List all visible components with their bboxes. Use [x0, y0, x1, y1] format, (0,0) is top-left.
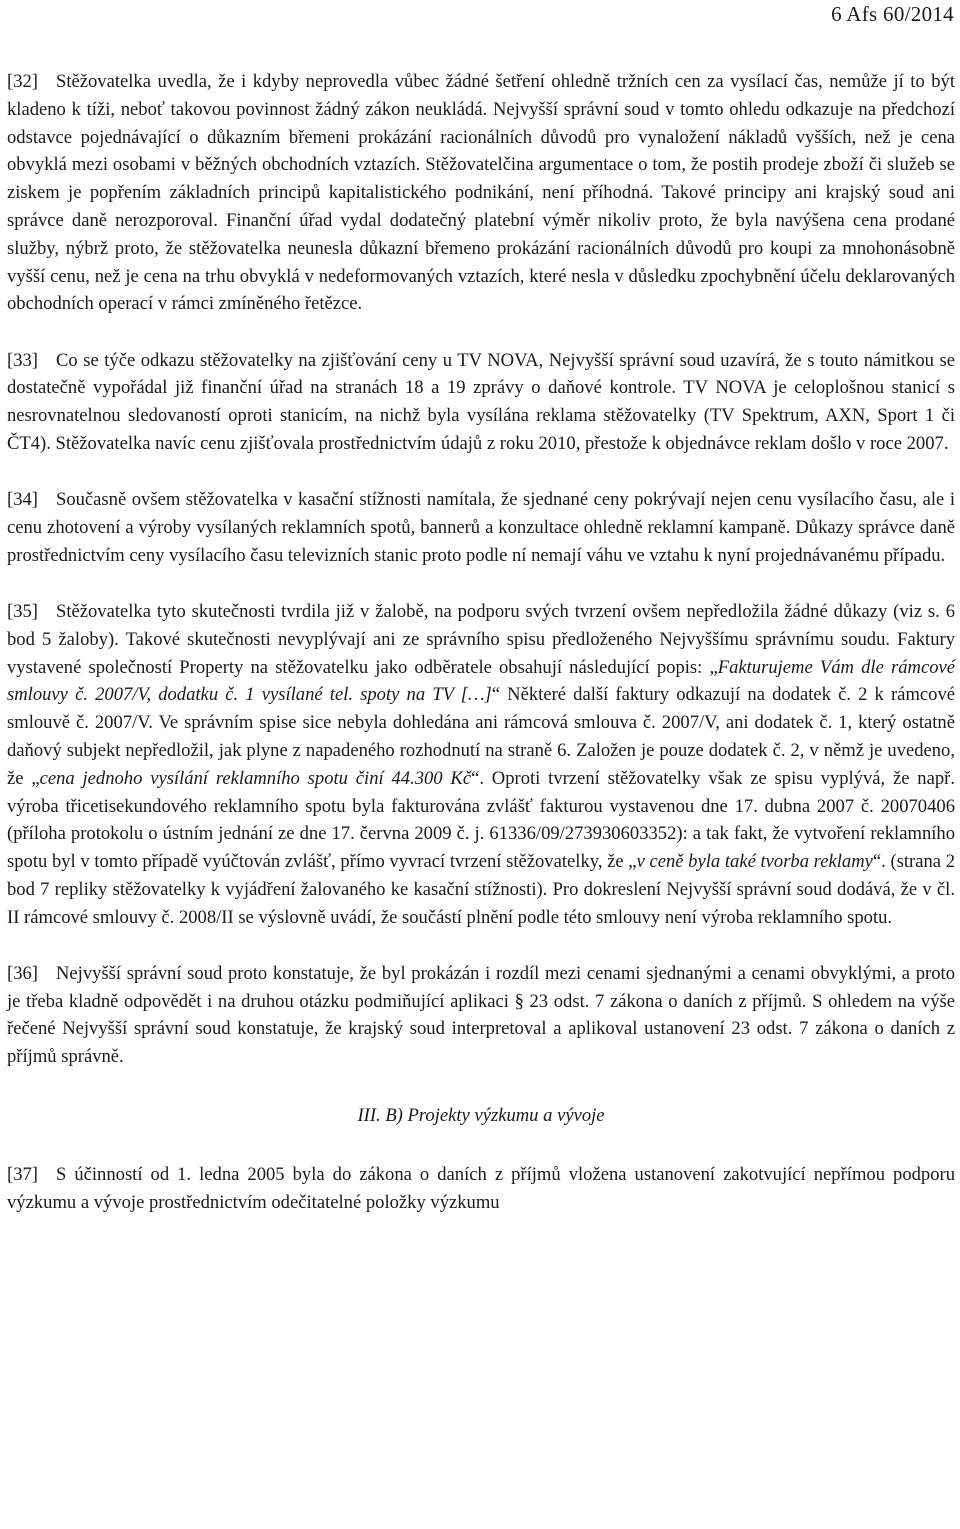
paragraph-text: Stěžovatelka uvedla, že i kdyby neprovedla vůbec žádné šetření ohledně tržních cen za vysílací čas, nemůže jí to být kladeno k tíži, neboť takovou povinnost žádný zákon neukládá. Nejvyšší správní soud v tomto ohledu odkazuje na předchozí odstavce pojednávající o důkazním břemeni prokázání racionálních důvodů pro vynaložení nákladů vyšších, než je cena obvyklá mezi osobami v běžných obchodních vztazích. Stěžovatelčina argumentace o tom, že postih prodeje zboží či služeb se ziskem je popřením základních principů kapitalistického podnikání, není příhodná. Takové principy ani krajský soud ani správce daně nerozporoval. Finanční úřad vydal dodatečný platební výměr nikoliv proto, že byla navýšena cena prodané služby, nýbrž proto, že stěžovatelka neunesla důkazní břemeno prokázání racionálních důvodů pro koupi za mnohonásobně vyšší cenu, než je cena na trhu obvyklá v nedeformovaných vztazích, které nesla v důsledku zpochybnění účelu deklarovaných obchodních operací v rámci zmíněného řetězce.: [7, 71, 955, 315]
paragraph-text: Současně ovšem stěžovatelka v kasační stížnosti namítala, že sjednané ceny pokrývají nejen cenu vysílacího času, ale i cenu zhotovení a výroby vysílaných reklamních spotů, bannerů a konzultace ohledně reklamní kampaně. Důkazy správce daně prostřednictvím ceny vysílacího času televizních stanic proto podle ní nemají váhu ve vztahu k nyní projednávanému případu.: [7, 489, 955, 566]
paragraph-34: [7, 486, 955, 569]
quoted-text: Fakturujeme Vám dle rámcové smlouvy č. 2007/V, dodatku č. 1 vysílané tel. spoty na TV […]: [7, 656, 955, 706]
paragraph-text: “. Oproti tvrzení stěžovatelky však ze spisu vyplývá, že např. výroba třicetisekundového reklamního spotu byla fakturována zvlášť fakturou vystavenou dne 17. dubna 2007 č. 20070406 (příloha protokolu o ústním jednání ze dne 17. června 2009 č. j. 61336/09/273930603352): a tak fakt, že vytvoření reklamního spotu byl v tomto případě vyúčtován zvlášť, přímo vyvrací tvrzení stěžovatelky, že „: [7, 767, 955, 873]
paragraph-number: [35]: [7, 600, 38, 622]
paragraph-number: [37]: [7, 1164, 38, 1186]
paragraph-number: [34]: [7, 489, 38, 511]
paragraph-text: “. (strana 2 bod 7 repliky stěžovatelky k vyjádření žalovaného ke kasační stížnosti). Pro dokreslení Nejvyšší správní soud dodává, že v čl. II rámcové smlouvy č. 2008/II se výslovně uvádí, že součástí plnění podle této smlouvy není výroba reklamního spotu.: [7, 851, 955, 928]
paragraph-number: [32]: [7, 71, 38, 92]
paragraph-32: [7, 68, 955, 318]
document-body: [7, 68, 955, 1217]
paragraph-text: S účinností od 1. ledna 2005 byla do zákona o daních z příjmů vložena ustanovení zakotvující nepřímou podporu výzkumu a vývoje prostřednictvím odečitatelné položky výzkumu: [7, 1164, 955, 1214]
section-heading: III. B) Projekty výzkumu a vývoje: [357, 1105, 605, 1127]
quoted-text: v ceně byla také tvorba reklamy: [636, 851, 873, 873]
paragraph-36: [7, 960, 955, 1071]
paragraph-33: [7, 347, 955, 458]
case-number-header: 6 Afs 60/2014: [831, 2, 954, 26]
paragraph-37: [7, 1161, 955, 1217]
paragraph-number: [33]: [7, 349, 38, 371]
paragraph-number: [36]: [7, 962, 38, 984]
paragraph-text: Co se týče odkazu stěžovatelky na zjišťování ceny u TV NOVA, Nejvyšší správní soud uzavírá, že s touto námitkou se dostatečně vypořádal již finanční úřad na stranách 18 a 19 zprávy o daňové kontrole. TV NOVA je celoplošnou stanicí s nesrovnatelnou sledovaností oproti stanicím, na nichž byla vysílána reklama stěžovatelky (TV Spektrum, AXN, Sport 1 či ČT4). Stěžovatelka navíc cenu zjišťovala prostřednictvím údajů z roku 2010, přestože k objednávce reklam došlo v roce 2007.: [7, 349, 955, 454]
quoted-text: cena jednoho vysílání reklamního spotu činí 44.300 Kč: [39, 767, 472, 789]
paragraph-35: [7, 598, 955, 932]
paragraph-list: [7, 68, 955, 1071]
paragraph-text: Stěžovatelka tyto skutečnosti tvrdila již v žalobě, na podporu svých tvrzení ovšem nepředložila žádné důkazy (viz s. 6 bod 5 žaloby). Takové skutečnosti nevyplývají ani ze správního spisu předloženého Nejvyššímu správnímu soudu. Faktury vystavené společností Property na stěžovatelku jako odběratele obsahují následující popis: „: [7, 600, 955, 678]
paragraph-text: Nejvyšší správní soud proto konstatuje, že byl prokázán i rozdíl mezi cenami sjednanými a cenami obvyklými, a proto je třeba kladně odpovědět i na druhou otázku podmiňující aplikaci § 23 odst. 7 zákona o daních z příjmů. S ohledem na výše řečené Nejvyšší správní soud konstatuje, že krajský soud interpretoval a aplikoval ustanovení 23 odst. 7 zákona o daních z příjmů správně.: [7, 962, 955, 1068]
paragraph-text: “ Některé další faktury odkazují na dodatek č. 2 k rámcové smlouvě č. 2007/V. Ve správním spise sice nebyla dohledána ani rámcová smlouva č. 2007/V, ani dodatek č. 1, který ostatně daňový subjekt nepředložil, jak plyne z napadeného rozhodnutí na straně 6. Založen je pouze dodatek č. 2, v němž je uvedeno, že „: [7, 684, 956, 789]
